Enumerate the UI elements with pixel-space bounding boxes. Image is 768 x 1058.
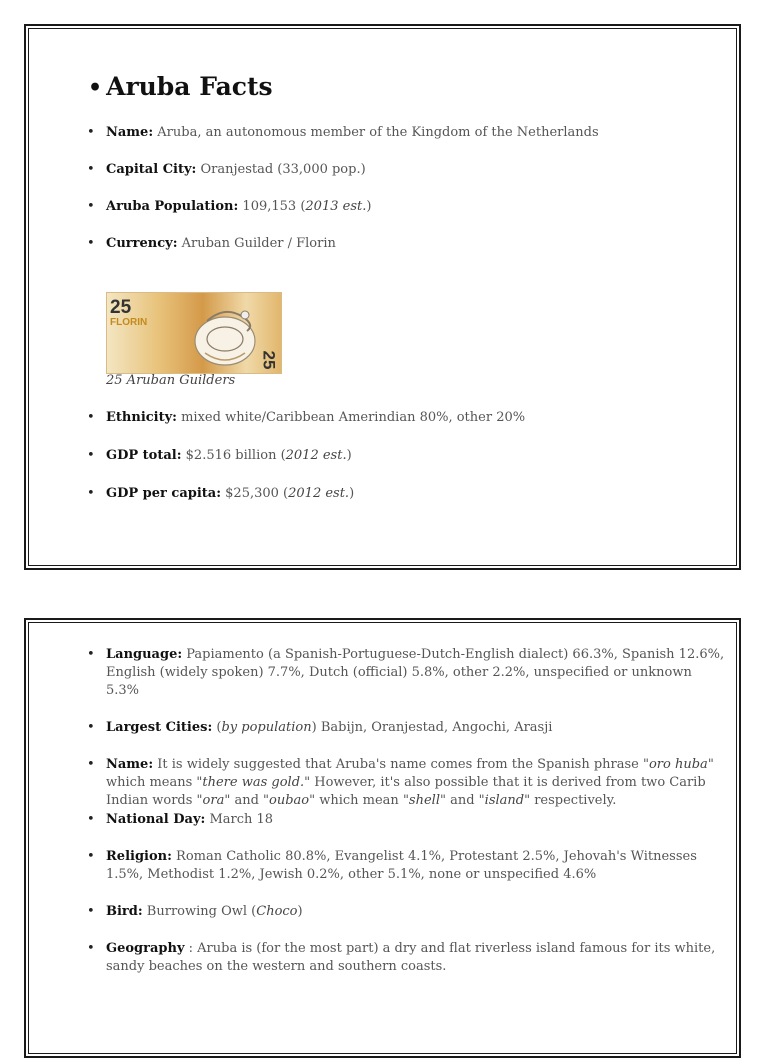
fact-religion: • Religion: Roman Catholic 80.8%, Evangelist 4.1%, Protestant 2.5%, Jehovah's Witnesses 1.5%, Methodist 1.2%, Jewish 0.2%, other 5.1%, none or unspecified 4.6% bbox=[86, 848, 726, 884]
fact-national-day: • National Day: March 18 bbox=[86, 811, 726, 829]
fact-ethnicity: • Ethnicity: mixed white/Caribbean Amerindian 80%, other 20% bbox=[86, 409, 726, 427]
fact-name-origin: • Name: It is widely suggested that Aruba's name comes from the Spanish phrase "oro huba" which means "there was gold." However, it's also possible that it is derived from two Carib Indian words "ora" and "oubao" which mean "shell" and "island" respectively. bbox=[86, 756, 726, 810]
fact-geography: • Geography : Aruba is (for the most part) a dry and flat riverless island famous for its white, sandy beaches on the western and southern coasts. bbox=[86, 940, 726, 976]
fact-name: • Name: Aruba, an autonomous member of the Kingdom of the Netherlands bbox=[86, 124, 726, 142]
banknote-denomination-vertical: 25 bbox=[259, 350, 279, 370]
slide-title bbox=[88, 72, 273, 101]
title-text: Aruba Facts bbox=[106, 72, 273, 101]
fact-gdp-per-capita: • GDP per capita: $25,300 (2012 est.) bbox=[86, 485, 726, 503]
facts-list-2 bbox=[86, 646, 726, 995]
fact-language: • Language: Papiamento (a Spanish-Portuguese-Dutch-English dialect) 66.3%, Spanish 12.6%, English (widely spoken) 7.7%, Dutch (official) 5.8%, other 2.2%, unspecified or unknown 5.3% bbox=[86, 646, 726, 700]
fact-bird: • Bird: Burrowing Owl (Choco) bbox=[86, 903, 726, 921]
image-caption: 25 Aruban Guilders bbox=[106, 373, 236, 388]
fact-currency: • Currency: Aruban Guilder / Florin bbox=[86, 235, 726, 253]
fact-largest-cities: • Largest Cities: (by population) Babijn, Oranjestad, Angochi, Arasji bbox=[86, 719, 726, 737]
florin-banknote-image bbox=[106, 292, 282, 374]
facts-list-continued bbox=[86, 409, 726, 523]
snake-illustration-icon bbox=[185, 301, 265, 369]
fact-population: • Aruba Population: 109,153 (2013 est.) bbox=[86, 198, 726, 216]
banknote-word: FLORIN bbox=[110, 317, 148, 328]
slide-aruba-facts bbox=[24, 24, 741, 570]
facts-list bbox=[86, 124, 726, 272]
banknote-denomination: 25 bbox=[110, 297, 132, 318]
fact-gdp-total: • GDP total: $2.516 billion (2012 est.) bbox=[86, 447, 726, 465]
title-bullet-icon: • bbox=[88, 75, 103, 101]
fact-capital-city: • Capital City: Oranjestad (33,000 pop.) bbox=[86, 161, 726, 179]
slide-aruba-facts-2 bbox=[24, 618, 741, 1058]
